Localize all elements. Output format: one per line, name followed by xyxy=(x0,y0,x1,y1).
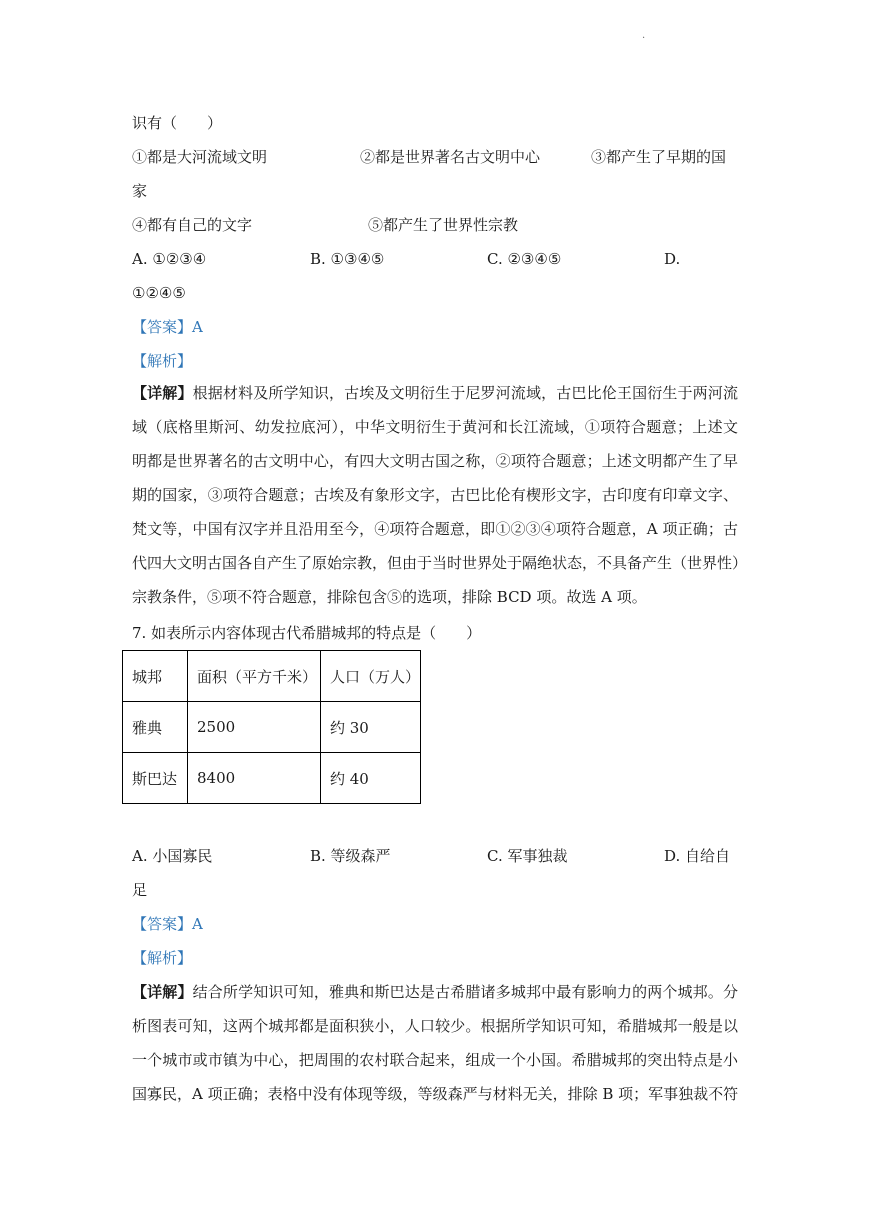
q7-detail xyxy=(132,975,738,1111)
q6-stem-tail: 识有（ ） xyxy=(132,114,223,132)
q6-option-a: A. ①②③④ xyxy=(132,250,207,268)
city-state-table xyxy=(122,650,421,804)
table-header-row xyxy=(123,651,421,702)
q6-detail-line-2: 域（底格里斯河、幼发拉底河），中华文明衍生于黄河和长江流域，①项符合题意；上述文 xyxy=(132,418,738,436)
q7-option-d-cont: 足 xyxy=(132,881,148,899)
q7-option-d: D. 自给自 xyxy=(664,847,731,865)
q7-answer: 【答案】A xyxy=(132,915,203,933)
q6-option-c: C. ②③④⑤ xyxy=(487,250,562,268)
q7-detail-line-1: 结合所学知识可知，雅典和斯巴达是古希腊诸多城邦中最有影响力的两个城邦。分 xyxy=(192,983,738,1001)
q6-option-b: B. ①③④⑤ xyxy=(310,250,385,268)
table-cell: 斯巴达 xyxy=(123,753,188,804)
q6-detail-line-4: 期的国家，③项符合题意；古埃及有象形文字，古巴比伦有楔形文字，古印度有印章文字、 xyxy=(132,486,738,504)
q7-option-a: A. 小国寡民 xyxy=(132,847,213,865)
q7-detail-line-2: 析图表可知，这两个城邦都是面积狭小，人口较少。根据所学知识可知，希腊城邦一般是以 xyxy=(132,1017,738,1035)
q6-item-2: ②都是世界著名古文明中心 xyxy=(360,148,541,166)
q6-detail-line-6: 代四大文明古国各自产生了原始宗教，但由于当时世界处于隔绝状态，不具备产生（世界性） xyxy=(132,554,748,572)
q6-detail-label: 【详解】 xyxy=(132,384,193,402)
q6-item-1: ①都是大河流域文明 xyxy=(132,148,268,166)
q6-detail-line-3: 明都是世界著名的古文明中心，有四大文明古国之称，②项符合题意；上述文明都产生了早 xyxy=(132,452,738,470)
page-mark: . xyxy=(642,30,646,41)
table-row xyxy=(123,753,421,804)
q6-detail-line-7: 宗教条件，⑤项不符合题意，排除包含⑤的选项，排除 BCD 项。故选 A 项。 xyxy=(132,588,647,606)
q6-option-d-label: D. xyxy=(664,250,681,268)
table-row xyxy=(123,702,421,753)
q7-analysis-title: 【解析】 xyxy=(132,949,193,967)
table-cell: 2500 xyxy=(188,702,321,753)
q6-detail-line-5: 梵文等，中国有汉字并且沿用至今，④项符合题意，即①②③④项符合题意，A 项正确；古 xyxy=(132,520,738,538)
q6-analysis-title: 【解析】 xyxy=(132,352,193,370)
q7-detail-label: 【详解】 xyxy=(132,983,193,1001)
q7-detail-line-3: 一个城市或市镇为中心，把周围的农村联合起来，组成一个小国。希腊城邦的突出特点是小 xyxy=(132,1051,738,1069)
q7-option-b: B. 等级森严 xyxy=(310,847,391,865)
q7-option-c: C. 军事独裁 xyxy=(487,847,568,865)
table-cell: 约 40 xyxy=(321,753,421,804)
q6-detail-line-1: 根据材料及所学知识，古埃及文明衍生于尼罗河流域，古巴比伦王国衍生于两河流 xyxy=(192,384,738,402)
table-cell: 约 30 xyxy=(321,702,421,753)
q6-detail xyxy=(132,376,748,614)
q6-item-3-cont: 家 xyxy=(132,182,148,200)
q6-answer: 【答案】A xyxy=(132,318,203,336)
q6-item-4: ④都有自己的文字 xyxy=(132,216,253,234)
q6-item-5: ⑤都产生了世界性宗教 xyxy=(368,216,519,234)
q6-item-3: ③都产生了早期的国 xyxy=(591,148,727,166)
table-header-cell: 人口（万人） xyxy=(321,651,421,702)
table-header-cell: 面积（平方千米） xyxy=(188,651,321,702)
table-cell: 8400 xyxy=(188,753,321,804)
table-header-cell: 城邦 xyxy=(123,651,188,702)
q7-detail-line-4: 国寡民，A 项正确；表格中没有体现等级，等级森严与材料无关，排除 B 项；军事独裁不符 xyxy=(132,1085,739,1103)
q6-option-d-text: ①②④⑤ xyxy=(132,284,186,302)
q7-stem: 7. 如表所示内容体现古代希腊城邦的特点是（ ） xyxy=(132,624,482,642)
table-cell: 雅典 xyxy=(123,702,188,753)
